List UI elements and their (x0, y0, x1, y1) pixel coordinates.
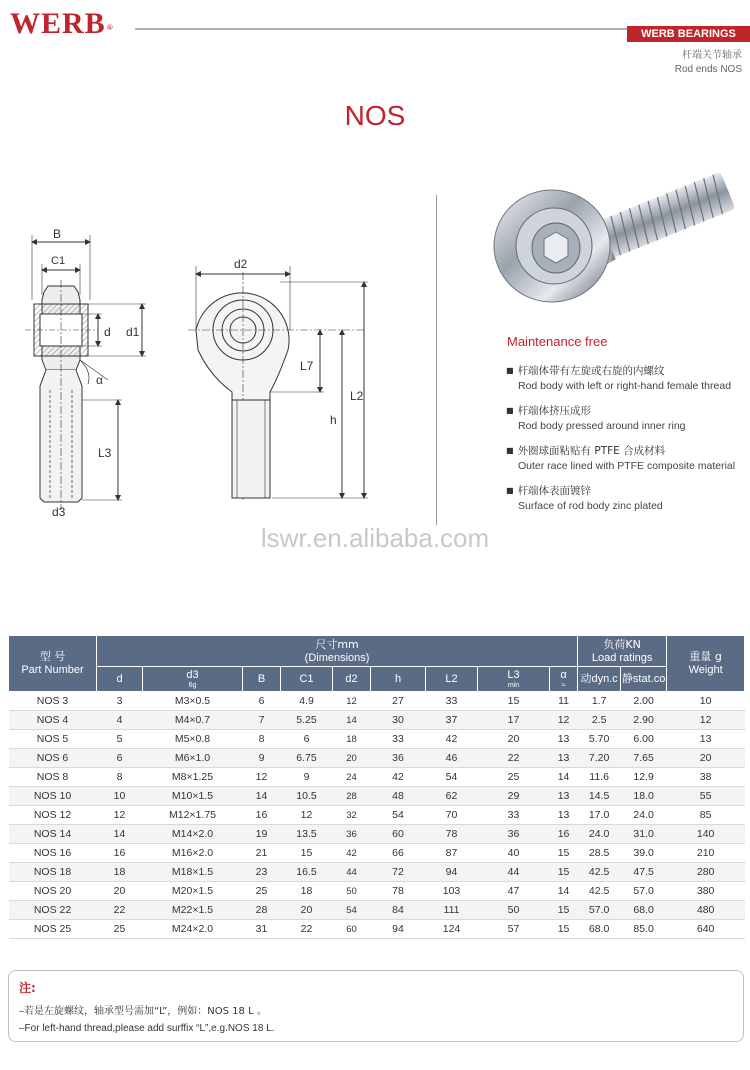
feature-cn: ■ 杆端体挤压成形 (506, 404, 746, 419)
table-row (9, 920, 745, 939)
feature-list (506, 364, 746, 524)
cell-stat: 47.5 (621, 863, 667, 882)
cell-weight: 55 (667, 787, 745, 806)
cell-weight: 210 (667, 844, 745, 863)
weight-header-cn: 重量 g (689, 650, 722, 663)
cell-stat: 31.0 (621, 825, 667, 844)
load-header-en: Load ratings (591, 651, 653, 664)
feature-cn: ■ 杆端体表面镀锌 (506, 484, 746, 499)
table-row (9, 730, 745, 749)
cell-stat: 2.90 (621, 711, 667, 730)
label-d: d (104, 325, 111, 339)
page-title: NOS (344, 100, 406, 131)
cell-weight: 280 (667, 863, 745, 882)
cell-c1: 15 (281, 844, 333, 863)
col-h: h (371, 667, 426, 692)
cell-b: 12 (243, 768, 281, 787)
cell-l2: 94 (426, 863, 478, 882)
cell-d: 20 (97, 882, 143, 901)
cell-d3: M16×2.0 (143, 844, 243, 863)
cell-dyn: 57.0 (578, 901, 621, 920)
cell-stat: 6.00 (621, 730, 667, 749)
table-row (9, 901, 745, 920)
table-row (9, 806, 745, 825)
table-row (9, 711, 745, 730)
cell-d2: 18 (333, 730, 371, 749)
label-c1: C1 (51, 255, 66, 267)
cell-b: 14 (243, 787, 281, 806)
notes-en: –For left-hand thread,please add surffix “L”,e.g.NOS 18 L. (19, 1023, 275, 1034)
cell-c1: 18 (281, 882, 333, 901)
cell-b: 25 (243, 882, 281, 901)
cell-part: NOS 3 (9, 692, 97, 711)
features-title: Maintenance free (507, 334, 608, 349)
cell-dyn: 1.7 (578, 692, 621, 711)
side-view (25, 235, 146, 510)
col-alpha-sub: ≈ (561, 682, 566, 689)
cell-d3: M20×1.5 (143, 882, 243, 901)
cell-h: 42 (371, 768, 426, 787)
registered-mark: ® (106, 23, 114, 32)
cell-part: NOS 8 (9, 768, 97, 787)
table-body (9, 692, 745, 939)
table-row (9, 768, 745, 787)
cell-d3: M8×1.25 (143, 768, 243, 787)
cell-l2: 62 (426, 787, 478, 806)
cell-d2: 12 (333, 692, 371, 711)
cell-alpha: 12 (550, 711, 578, 730)
cell-d3: M14×2.0 (143, 825, 243, 844)
table-row (9, 749, 745, 768)
cell-d: 8 (97, 768, 143, 787)
col-l3-label: L3 (507, 669, 520, 681)
cell-part: NOS 16 (9, 844, 97, 863)
rod-end-product-image (480, 160, 745, 310)
cell-d: 22 (97, 901, 143, 920)
cell-stat: 57.0 (621, 882, 667, 901)
cell-h: 72 (371, 863, 426, 882)
label-l2: L2 (350, 389, 364, 403)
table-row (9, 692, 745, 711)
label-l7: L7 (300, 359, 314, 373)
subtitle-chinese: 杆端关节轴承 (682, 50, 742, 61)
cell-alpha: 14 (550, 768, 578, 787)
cell-l3: 29 (478, 787, 550, 806)
cell-l3: 50 (478, 901, 550, 920)
cell-d2: 54 (333, 901, 371, 920)
cell-d: 6 (97, 749, 143, 768)
col-alpha (550, 667, 578, 692)
col-l3-sub: min (507, 682, 520, 689)
cell-d3: M24×2.0 (143, 920, 243, 939)
cell-l2: 54 (426, 768, 478, 787)
cell-weight: 640 (667, 920, 745, 939)
feature-en: Surface of rod body zinc plated (518, 500, 663, 512)
cell-l2: 46 (426, 749, 478, 768)
notes-title: 注: (19, 981, 36, 995)
cell-l2: 111 (426, 901, 478, 920)
cell-stat: 68.0 (621, 901, 667, 920)
weight-header (667, 636, 745, 692)
table-row (9, 882, 745, 901)
cell-d: 16 (97, 844, 143, 863)
cell-weight: 10 (667, 692, 745, 711)
cell-d: 4 (97, 711, 143, 730)
cell-weight: 140 (667, 825, 745, 844)
cell-l3: 36 (478, 825, 550, 844)
cell-c1: 16.5 (281, 863, 333, 882)
cell-h: 84 (371, 901, 426, 920)
cell-b: 8 (243, 730, 281, 749)
cell-dyn: 11.6 (578, 768, 621, 787)
cell-d: 18 (97, 863, 143, 882)
cell-dyn: 5.70 (578, 730, 621, 749)
subtitle-english: Rod ends NOS (674, 64, 742, 75)
cell-h: 94 (371, 920, 426, 939)
part-header-cn: 型 号 (39, 650, 66, 663)
col-l2: L2 (426, 667, 478, 692)
cell-part: NOS 25 (9, 920, 97, 939)
cell-d2: 44 (333, 863, 371, 882)
cell-d2: 28 (333, 787, 371, 806)
cell-c1: 22 (281, 920, 333, 939)
front-view (188, 266, 368, 500)
load-header-cn: 负荷KN (603, 637, 641, 651)
label-b: B (53, 227, 62, 241)
table-row (9, 844, 745, 863)
cell-h: 36 (371, 749, 426, 768)
cell-l3: 40 (478, 844, 550, 863)
cell-dyn: 17.0 (578, 806, 621, 825)
cell-b: 16 (243, 806, 281, 825)
cell-h: 48 (371, 787, 426, 806)
label-h: h (330, 413, 337, 427)
col-d3 (143, 667, 243, 692)
cell-h: 60 (371, 825, 426, 844)
cell-c1: 9 (281, 768, 333, 787)
cell-c1: 20 (281, 901, 333, 920)
cell-l3: 44 (478, 863, 550, 882)
cell-dyn: 7.20 (578, 749, 621, 768)
vertical-divider (436, 195, 437, 525)
col-d3-label: d3 (186, 669, 199, 681)
label-l3: L3 (98, 446, 112, 460)
cell-h: 27 (371, 692, 426, 711)
cell-part: NOS 12 (9, 806, 97, 825)
cell-dyn: 24.0 (578, 825, 621, 844)
cell-c1: 13.5 (281, 825, 333, 844)
part-number-header (9, 636, 97, 692)
cell-part: NOS 22 (9, 901, 97, 920)
cell-stat: 39.0 (621, 844, 667, 863)
dims-header-cn: 尺寸mm (315, 637, 359, 651)
cell-alpha: 13 (550, 806, 578, 825)
cell-l2: 103 (426, 882, 478, 901)
col-l3 (478, 667, 550, 692)
col-c1: C1 (281, 667, 333, 692)
cell-weight: 480 (667, 901, 745, 920)
cell-l2: 33 (426, 692, 478, 711)
cell-weight: 380 (667, 882, 745, 901)
feature-item (506, 444, 746, 474)
dimensions-header (97, 636, 578, 667)
feature-cn: ■ 杆端体带有左旋或右旋的内螺纹 (506, 364, 746, 379)
cell-dyn: 68.0 (578, 920, 621, 939)
label-d2: d2 (234, 257, 248, 271)
cell-weight: 13 (667, 730, 745, 749)
cell-alpha: 15 (550, 863, 578, 882)
cell-part: NOS 6 (9, 749, 97, 768)
cell-weight: 38 (667, 768, 745, 787)
cell-b: 9 (243, 749, 281, 768)
cell-weight: 12 (667, 711, 745, 730)
cell-weight: 20 (667, 749, 745, 768)
cell-l3: 25 (478, 768, 550, 787)
notes-box (8, 970, 744, 1042)
cell-c1: 10.5 (281, 787, 333, 806)
cell-l2: 37 (426, 711, 478, 730)
cell-d2: 50 (333, 882, 371, 901)
cell-l3: 47 (478, 882, 550, 901)
cell-alpha: 14 (550, 882, 578, 901)
cell-stat: 7.65 (621, 749, 667, 768)
cell-d3: M6×1.0 (143, 749, 243, 768)
cell-h: 30 (371, 711, 426, 730)
feature-item (506, 404, 746, 434)
cell-d: 12 (97, 806, 143, 825)
load-ratings-header (578, 636, 667, 667)
cell-c1: 5.25 (281, 711, 333, 730)
col-stat: 静stat.co (621, 667, 667, 692)
feature-item (506, 364, 746, 394)
feature-en: Rod body pressed around inner ring (518, 420, 686, 432)
cell-dyn: 42.5 (578, 882, 621, 901)
table-row (9, 863, 745, 882)
cell-c1: 6 (281, 730, 333, 749)
cell-part: NOS 20 (9, 882, 97, 901)
cell-alpha: 15 (550, 920, 578, 939)
cell-b: 28 (243, 901, 281, 920)
cell-d3: M4×0.7 (143, 711, 243, 730)
cell-part: NOS 5 (9, 730, 97, 749)
col-d: d (97, 667, 143, 692)
cell-stat: 12.9 (621, 768, 667, 787)
cell-l2: 42 (426, 730, 478, 749)
feature-en: Outer race lined with PTFE composite material (518, 460, 736, 472)
cell-c1: 12 (281, 806, 333, 825)
cell-b: 23 (243, 863, 281, 882)
technical-drawing (20, 200, 400, 520)
cell-d: 10 (97, 787, 143, 806)
cell-l3: 15 (478, 692, 550, 711)
cell-d3: M5×0.8 (143, 730, 243, 749)
cell-stat: 2.00 (621, 692, 667, 711)
cell-alpha: 15 (550, 844, 578, 863)
col-b: B (243, 667, 281, 692)
cell-h: 54 (371, 806, 426, 825)
cell-c1: 4.9 (281, 692, 333, 711)
cell-alpha: 16 (550, 825, 578, 844)
cell-d2: 24 (333, 768, 371, 787)
cell-c1: 6.75 (281, 749, 333, 768)
cell-weight: 85 (667, 806, 745, 825)
cell-l3: 22 (478, 749, 550, 768)
cell-alpha: 13 (550, 730, 578, 749)
cell-l2: 87 (426, 844, 478, 863)
feature-en: Rod body with left or right-hand female thread (518, 380, 732, 392)
cell-part: NOS 4 (9, 711, 97, 730)
cell-alpha: 13 (550, 749, 578, 768)
cell-b: 19 (243, 825, 281, 844)
watermark-text: lswr.en.alibaba.com (260, 523, 490, 553)
cell-part: NOS 10 (9, 787, 97, 806)
cell-dyn: 2.5 (578, 711, 621, 730)
cell-d2: 36 (333, 825, 371, 844)
cell-alpha: 13 (550, 787, 578, 806)
cell-b: 31 (243, 920, 281, 939)
table-row (9, 825, 745, 844)
label-d1: d1 (126, 325, 140, 339)
cell-d2: 32 (333, 806, 371, 825)
col-dyn: 动dyn.c (578, 667, 621, 692)
cell-b: 7 (243, 711, 281, 730)
cell-l3: 20 (478, 730, 550, 749)
cell-part: NOS 14 (9, 825, 97, 844)
col-alpha-label: α (560, 669, 567, 681)
notes-cn: –若是左旋螺纹，轴承型号需加“L”，例如：NOS 18 L 。 (19, 1006, 267, 1017)
cell-d: 14 (97, 825, 143, 844)
cell-dyn: 42.5 (578, 863, 621, 882)
part-header-en: Part Number (21, 664, 84, 676)
cell-stat: 85.0 (621, 920, 667, 939)
cell-alpha: 15 (550, 901, 578, 920)
cell-part: NOS 18 (9, 863, 97, 882)
brand-banner: WERB BEARINGS (627, 26, 750, 42)
cell-l3: 17 (478, 711, 550, 730)
cell-d3: M12×1.75 (143, 806, 243, 825)
cell-dyn: 28.5 (578, 844, 621, 863)
cell-stat: 18.0 (621, 787, 667, 806)
cell-d3: M22×1.5 (143, 901, 243, 920)
cell-l2: 124 (426, 920, 478, 939)
feature-item (506, 484, 746, 514)
label-alpha: α (96, 373, 103, 387)
cell-d: 5 (97, 730, 143, 749)
cell-d: 25 (97, 920, 143, 939)
werb-logo (10, 6, 114, 42)
col-d2: d2 (333, 667, 371, 692)
weight-header-en: Weight (688, 664, 723, 676)
cell-d2: 20 (333, 749, 371, 768)
logo-text: WERB (10, 7, 106, 40)
cell-dyn: 14.5 (578, 787, 621, 806)
table-row (9, 787, 745, 806)
cell-h: 78 (371, 882, 426, 901)
spec-table (8, 635, 745, 939)
cell-alpha: 11 (550, 692, 578, 711)
cell-b: 6 (243, 692, 281, 711)
col-d3-sub: 6g (188, 682, 197, 689)
cell-d2: 60 (333, 920, 371, 939)
dims-header-en: (Dimensions) (304, 651, 370, 664)
cell-d3: M18×1.5 (143, 863, 243, 882)
label-d3: d3 (52, 505, 66, 519)
cell-stat: 24.0 (621, 806, 667, 825)
cell-d: 3 (97, 692, 143, 711)
cell-l2: 78 (426, 825, 478, 844)
cell-d3: M3×0.5 (143, 692, 243, 711)
cell-l2: 70 (426, 806, 478, 825)
cell-l3: 57 (478, 920, 550, 939)
cell-d2: 14 (333, 711, 371, 730)
feature-cn: ■ 外圈球面粘贴有 PTFE 合成材料 (506, 444, 746, 459)
cell-h: 33 (371, 730, 426, 749)
cell-h: 66 (371, 844, 426, 863)
cell-l3: 33 (478, 806, 550, 825)
cell-d3: M10×1.5 (143, 787, 243, 806)
cell-b: 21 (243, 844, 281, 863)
cell-d2: 42 (333, 844, 371, 863)
